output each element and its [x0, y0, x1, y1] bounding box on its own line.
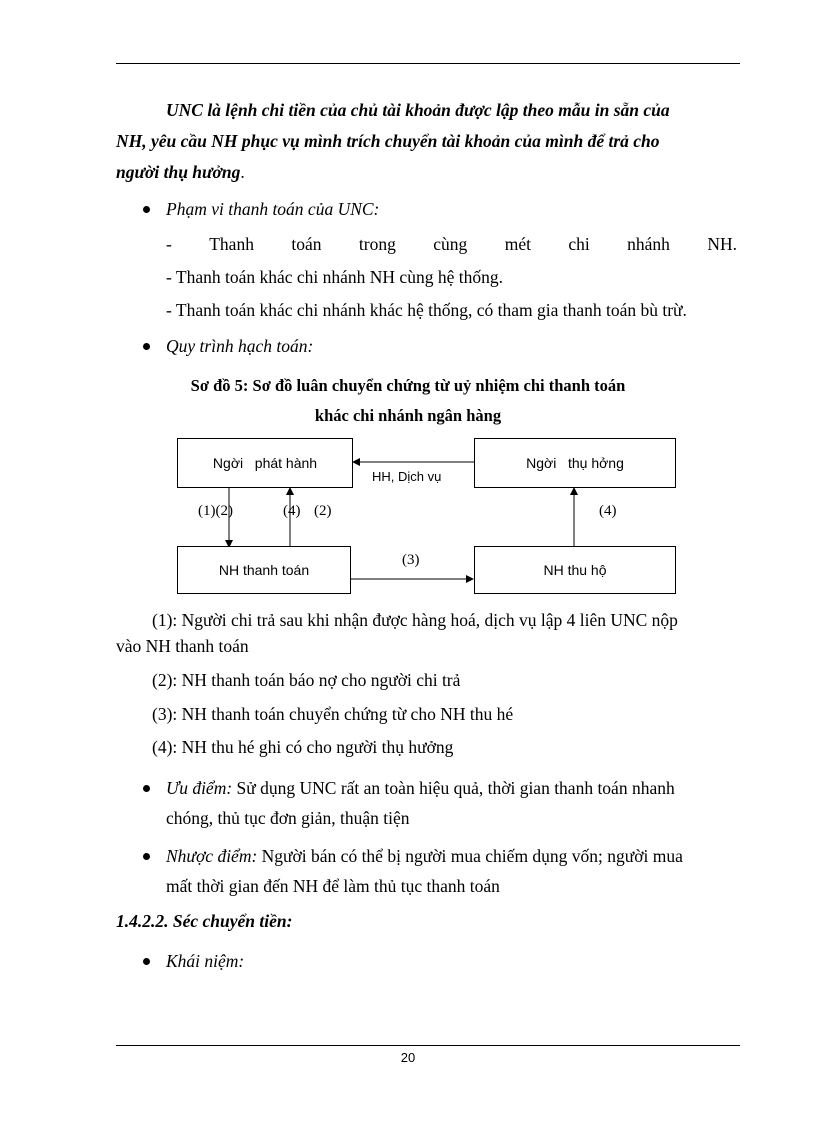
label-step-3: (3) — [402, 552, 420, 568]
scope-heading: Phạm vi thanh toán của UNC: — [166, 199, 380, 219]
page-number: 20 — [400, 1050, 416, 1065]
step-1-line-1: (1): Người chi trả sau khi nhận được hàng hoá, dịch vụ lập 4 liên UNC nộp — [152, 610, 678, 630]
label-step-1-2: (1)(2) — [198, 503, 233, 519]
step-2: (2): NH thanh toán báo nợ cho người chi trả — [152, 670, 461, 690]
intro-line-2: NH, yêu cầu NH phục vụ mình trích chuyển tài khoản của mình để trả cho — [116, 131, 660, 151]
scope-item-1-word: nhánh — [627, 234, 670, 254]
scope-item-1-word: toán — [291, 234, 322, 254]
intro-line-3-text: người thụ hưởng — [116, 162, 241, 182]
scope-item-1-word: trong — [358, 234, 396, 254]
scope-item-1-word: cùng — [433, 234, 468, 254]
advantages-line-2: chóng, thủ tục đơn giản, thuận tiện — [166, 808, 410, 828]
diagram-title-line-2: khác chi nhánh ngân hàng — [314, 406, 502, 425]
label-goods-services: HH, Dịch vụ — [372, 469, 442, 484]
process-heading: Quy trình hạch toán: — [166, 336, 314, 356]
scope-item-1-word: mét — [504, 234, 531, 254]
intro-line-1: UNC là lệnh chi tiền của chủ tài khoản được lập theo mẫu in sẵn của — [166, 100, 670, 120]
advantages-label: Ưu điểm: — [166, 778, 233, 798]
disadvantages-line-1 — [166, 846, 683, 867]
step-1-line-2: vào NH thanh toán — [116, 636, 249, 656]
scope-item-1-word: chi — [568, 234, 590, 254]
scope-item-1-word: NH. — [707, 234, 737, 254]
advantages-line-1 — [166, 778, 675, 799]
bullet-dot — [143, 785, 150, 792]
scope-item-2: - Thanh toán khác chi nhánh NH cùng hệ thống. — [166, 267, 503, 287]
intro-line-3-period: . — [240, 162, 245, 182]
scope-item-1-word: - — [166, 234, 172, 254]
label-step-4-right: (4) — [599, 503, 617, 519]
box-payee: Ngời thụ hởng — [474, 438, 676, 488]
disadvantages-label: Nhược điểm: — [166, 846, 258, 866]
step-4: (4): NH thu hé ghi có cho người thụ hưởng — [152, 737, 454, 757]
disadvantages-line-2: mất thời gian đến NH để làm thủ tục thanh toán — [166, 876, 500, 896]
box-issuer: Ngời phát hành — [177, 438, 353, 488]
concept-heading: Khái niệm: — [166, 951, 245, 971]
disadvantages-text-1: Người bán có thể bị người mua chiếm dụng vốn; người mua — [257, 846, 683, 866]
diagram-title-line-1: Sơ đồ 5: Sơ đồ luân chuyển chứng từ uỷ nhiệm chi thanh toán — [190, 376, 626, 395]
box-collecting-bank: NH thu hộ — [474, 546, 676, 594]
scope-item-1-word: Thanh — [209, 234, 254, 254]
label-step-4: (4) — [283, 503, 301, 519]
scope-item-3: - Thanh toán khác chi nhánh khác hệ thống, có tham gia thanh toán bù trừ. — [166, 300, 687, 320]
bullet-dot — [143, 853, 150, 860]
step-3: (3): NH thanh toán chuyển chứng từ cho NH thu hé — [152, 704, 514, 724]
label-step-2: (2) — [314, 503, 332, 519]
bullet-dot — [143, 958, 150, 965]
section-heading: 1.4.2.2. Séc chuyển tiền: — [116, 911, 293, 931]
footer-rule — [116, 1045, 740, 1046]
box-paying-bank: NH thanh toán — [177, 546, 351, 594]
advantages-text-1: Sử dụng UNC rất an toàn hiệu quả, thời gian thanh toán nhanh — [232, 778, 675, 798]
